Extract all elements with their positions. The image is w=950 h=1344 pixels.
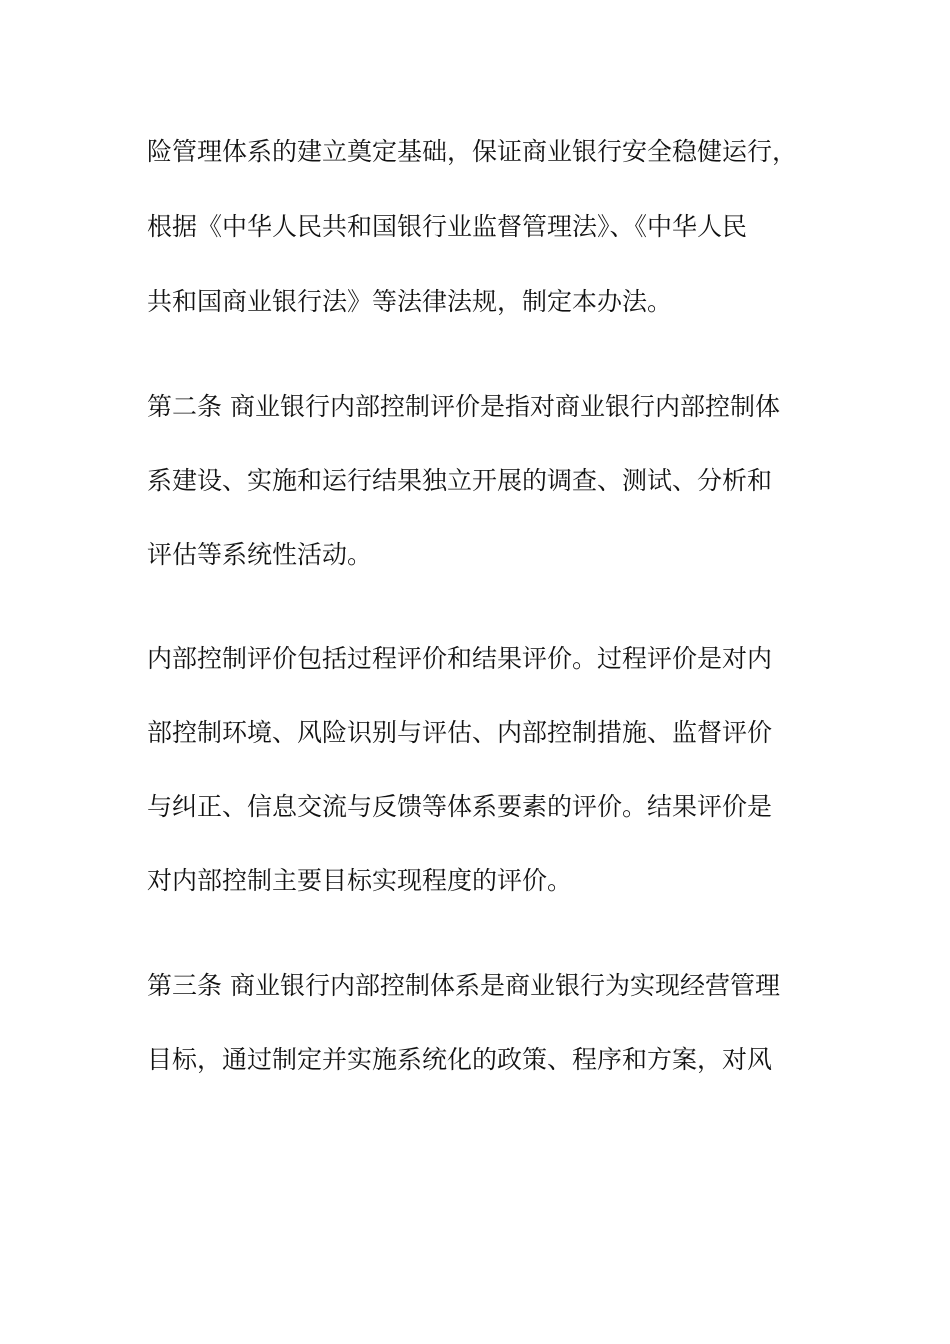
paragraph-2-line-3: 评估等系统性活动。	[147, 540, 373, 569]
paragraph-2-line-1-text: 商业银行内部控制评价是指对商业银行内部控制体	[230, 392, 781, 421]
paragraph-1-line-2: 根据《中华人民共和国银行业监督管理法》、《中华人民	[147, 212, 748, 241]
article-heading: 第二条	[147, 392, 223, 421]
paragraph-4-line-1-text: 商业银行内部控制体系是商业银行为实现经营管理	[230, 971, 781, 1000]
article-heading: 第三条	[147, 971, 223, 1000]
paragraph-2-line-2: 系建设、实施和运行结果独立开展的调查、测试、分析和	[147, 466, 773, 495]
paragraph-3-line-1: 内部控制评价包括过程评价和结果评价。过程评价是对内	[147, 644, 773, 673]
paragraph-1-line-1: 险管理体系的建立奠定基础，保证商业银行安全稳健运行，	[147, 137, 798, 166]
paragraph-4-line-1	[147, 971, 827, 1001]
paragraph-1-line-3: 共和国商业银行法》等法律法规，制定本办法。	[147, 287, 673, 316]
paragraph-3-line-4: 对内部控制主要目标实现程度的评价。	[147, 866, 573, 895]
paragraph-3-line-2: 部控制环境、风险识别与评估、内部控制措施、监督评价	[147, 718, 773, 747]
paragraph-4-line-2: 目标，通过制定并实施系统化的政策、程序和方案，对风	[147, 1045, 773, 1074]
paragraph-2-line-1	[147, 392, 827, 422]
paragraph-3-line-3: 与纠正、信息交流与反馈等体系要素的评价。结果评价是	[147, 792, 773, 821]
